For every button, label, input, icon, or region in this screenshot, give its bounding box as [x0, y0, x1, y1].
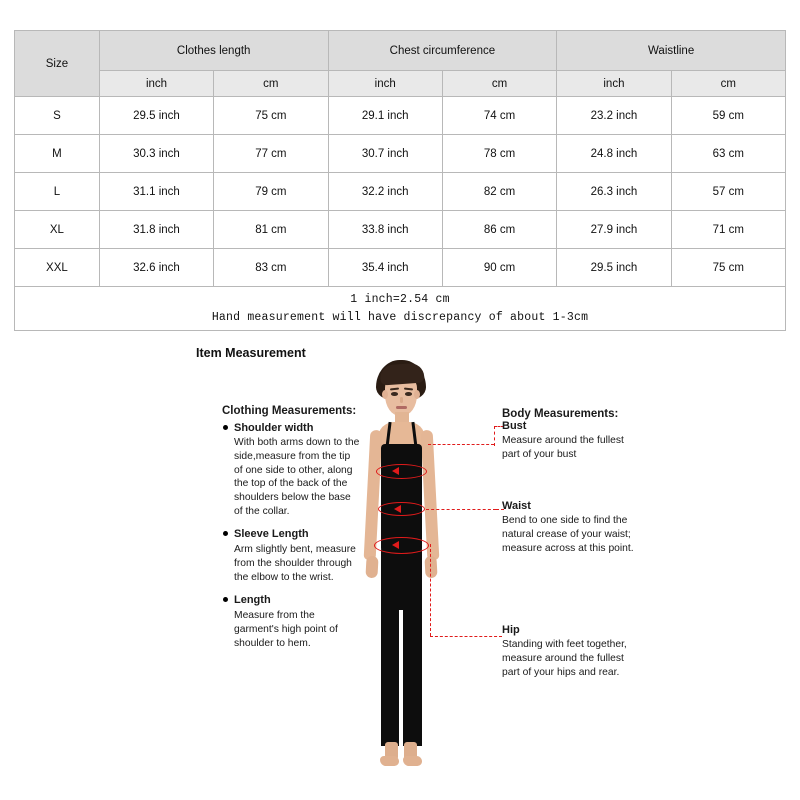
- table-notes: [15, 287, 786, 331]
- table-row: [15, 173, 786, 211]
- cell: 29.1 inch: [328, 97, 442, 135]
- eye-left-shape: [391, 392, 398, 396]
- hip-measure-ellipse: [374, 537, 429, 554]
- cell: 26.3 inch: [557, 173, 671, 211]
- row-size: XL: [15, 211, 100, 249]
- cell: 31.1 inch: [99, 173, 213, 211]
- size-table-container: [14, 30, 786, 331]
- bust-measure-arrow-icon: [392, 467, 399, 475]
- note-discrepancy: Hand measurement will have discrepancy of about 1-3cm: [211, 310, 589, 324]
- unit-waistline-inch: inch: [557, 71, 671, 97]
- clothing-measurements-heading: Clothing Measurements:: [222, 405, 357, 417]
- cell: 86 cm: [442, 211, 556, 249]
- clothing-item-body: Measure from the garment's high point of shoulder to hem.: [234, 610, 338, 649]
- bust-leader-line-vertical: [494, 426, 495, 446]
- bust-measure-ellipse: [376, 464, 427, 479]
- hip-leader-line: [430, 636, 502, 637]
- cell: 81 cm: [214, 211, 328, 249]
- table-note-row: [15, 287, 786, 331]
- cell: 29.5 inch: [557, 249, 671, 287]
- table-row: [15, 135, 786, 173]
- header-group-chest-circumference: Chest circumference: [328, 31, 557, 71]
- body-measurements-heading: Body Measurements:: [502, 408, 619, 420]
- list-item: [222, 593, 360, 650]
- header-group-clothes-length: Clothes length: [99, 31, 328, 71]
- body-measurements-hip-block: [502, 624, 634, 679]
- hair-fringe-shape: [379, 362, 424, 385]
- hip-leader-line-vertical: [430, 544, 431, 636]
- cell: 32.2 inch: [328, 173, 442, 211]
- table-row: [15, 97, 786, 135]
- body-item-body: Bend to one side to find the natural crease of your waist; measure across at this point.: [502, 515, 634, 554]
- unit-chest-cm: cm: [442, 71, 556, 97]
- bust-leader-line: [428, 444, 494, 445]
- camisole-top-shape: [381, 444, 422, 550]
- table-row: [15, 249, 786, 287]
- ear-left-shape: [382, 390, 388, 399]
- eye-right-shape: [405, 392, 412, 396]
- cell: 27.9 inch: [557, 211, 671, 249]
- cell: 24.8 inch: [557, 135, 671, 173]
- clothing-item-body: Arm slightly bent, measure from the shoulder through the elbow to the wrist.: [234, 544, 356, 583]
- cell: 74 cm: [442, 97, 556, 135]
- list-item: [222, 527, 360, 584]
- body-measurements-bust-block: [502, 408, 634, 462]
- cell: 23.2 inch: [557, 97, 671, 135]
- body-item-title: Bust: [502, 420, 527, 432]
- cell: 30.7 inch: [328, 135, 442, 173]
- unit-chest-inch: inch: [328, 71, 442, 97]
- cell: 31.8 inch: [99, 211, 213, 249]
- body-item-body: Measure around the fullest part of your bust: [502, 435, 624, 460]
- cell: 30.3 inch: [99, 135, 213, 173]
- cell: 75 cm: [671, 249, 785, 287]
- cell: 78 cm: [442, 135, 556, 173]
- unit-waistline-cm: cm: [671, 71, 785, 97]
- unit-clothes-length-cm: cm: [214, 71, 328, 97]
- cell: 79 cm: [214, 173, 328, 211]
- clothing-item-title: Length: [234, 594, 271, 607]
- hand-right-shape: [424, 556, 437, 579]
- cell: 32.6 inch: [99, 249, 213, 287]
- waist-measure-ellipse: [378, 502, 425, 516]
- table-header-row: [15, 31, 786, 71]
- hand-left-shape: [365, 556, 378, 579]
- clothing-measurements-block: [222, 404, 360, 659]
- clothing-item-body: With both arms down to the side,measure from the tip of one side to other, along the top of the back of the shoulders below the base of the collar.: [234, 437, 360, 517]
- cell: 29.5 inch: [99, 97, 213, 135]
- row-size: S: [15, 97, 100, 135]
- body-measurements-waist-block: [502, 500, 634, 555]
- leg-separation: [399, 610, 403, 746]
- row-size: L: [15, 173, 100, 211]
- list-item: [222, 421, 360, 519]
- clothing-item-title: Shoulder width: [234, 421, 314, 434]
- cell: 63 cm: [671, 135, 785, 173]
- header-size: Size: [15, 31, 100, 97]
- ear-right-shape: [414, 390, 420, 399]
- cell: 57 cm: [671, 173, 785, 211]
- table-unit-row: [15, 71, 786, 97]
- size-table: [14, 30, 786, 331]
- foot-right-shape: [403, 756, 422, 766]
- unit-clothes-length-inch: inch: [99, 71, 213, 97]
- waist-measure-arrow-icon: [394, 505, 401, 513]
- body-item-title: Waist: [502, 500, 531, 512]
- row-size: M: [15, 135, 100, 173]
- body-item-body: Standing with feet together, measure around the fullest part of your hips and rear.: [502, 639, 627, 678]
- clothing-item-title: Sleeve Length: [234, 528, 309, 541]
- cell: 82 cm: [442, 173, 556, 211]
- hip-measure-arrow-icon: [392, 541, 399, 549]
- body-item-title: Hip: [502, 624, 520, 636]
- table-row: [15, 211, 786, 249]
- cell: 33.8 inch: [328, 211, 442, 249]
- cell: 90 cm: [442, 249, 556, 287]
- nose-shape: [400, 397, 403, 403]
- note-conversion: 1 inch=2.54 cm: [350, 293, 450, 307]
- item-measurement-diagram: [0, 332, 800, 800]
- cell: 77 cm: [214, 135, 328, 173]
- diagram-title: Item Measurement: [196, 346, 306, 360]
- foot-left-shape: [380, 756, 399, 766]
- cell: 59 cm: [671, 97, 785, 135]
- cell: 71 cm: [671, 211, 785, 249]
- row-size: XXL: [15, 249, 100, 287]
- mouth-shape: [396, 406, 407, 409]
- cell: 83 cm: [214, 249, 328, 287]
- header-group-waistline: Waistline: [557, 31, 786, 71]
- cell: 75 cm: [214, 97, 328, 135]
- waist-leader-line: [426, 509, 496, 510]
- cell: 35.4 inch: [328, 249, 442, 287]
